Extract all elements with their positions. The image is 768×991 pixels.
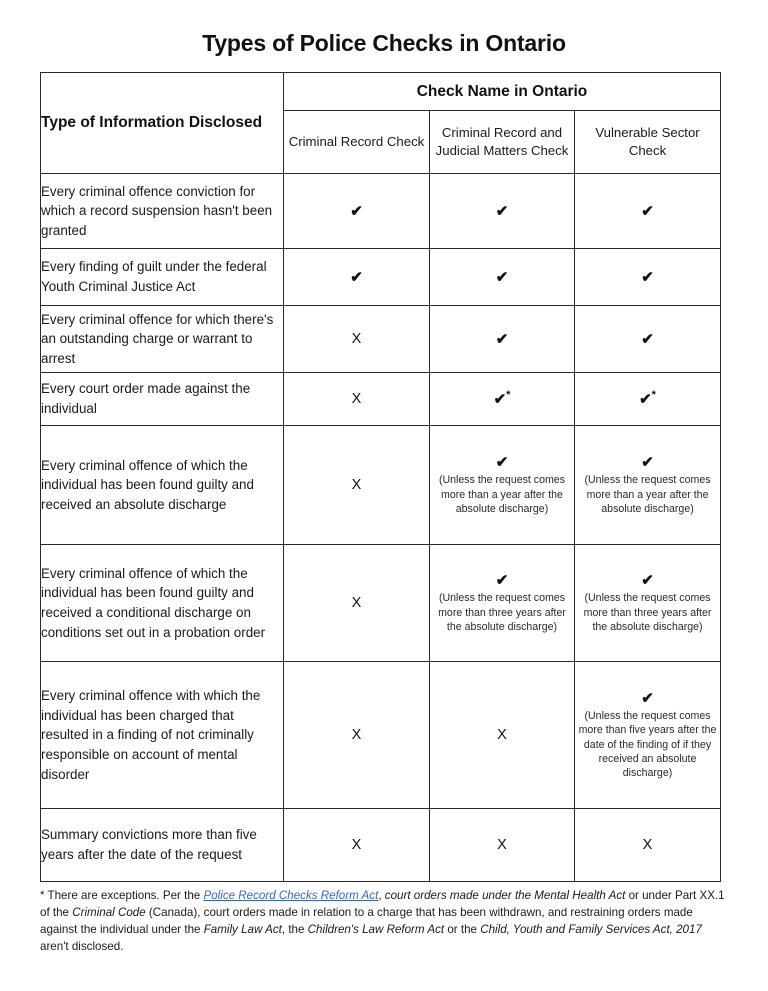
check-glyph: ✔ [639, 390, 652, 408]
table-body [41, 174, 721, 882]
cell-vulnerable-sector-check [575, 426, 721, 545]
cell-note: (Unless the request comes more than five years after the date of the finding of if they received an absolute discharge) [578, 710, 717, 780]
table-row [41, 662, 721, 809]
cell-criminal-record-check [284, 809, 430, 882]
row-label: Every criminal offence with which the individual has been charged that resulted in a finding of not criminally responsible on account of mental disorder [41, 662, 284, 809]
footnote [40, 888, 732, 955]
check-mark-icon: ✔ [641, 202, 654, 220]
footnote-italic-criminal-code: Criminal Code [72, 906, 146, 920]
cell-vulnerable-sector-check [575, 662, 721, 809]
footnote-italic-child-youth-family-services-act: Child, Youth and Family Services Act, 2017 [480, 922, 702, 936]
row-label: Summary convictions more than five years after the date of the request [41, 809, 284, 882]
column-header-vulnerable-sector-check: Vulnerable Sector Check [575, 111, 721, 174]
table-row [41, 306, 721, 373]
cell-vulnerable-sector-check [575, 545, 721, 662]
cross-mark-icon: X [351, 330, 362, 347]
cross-mark-icon: X [351, 390, 362, 407]
check-glyph: ✔ [493, 390, 507, 408]
cell-criminal-record-check [284, 426, 430, 545]
cell-note: (Unless the request comes more than three years after the absolute discharge) [583, 592, 712, 634]
footnote-text-3: or under Part XX.1 of the [40, 889, 725, 920]
cell-criminal-record-check [284, 545, 430, 662]
police-record-checks-reform-act-link[interactable]: Police Record Checks Reform Act [203, 889, 379, 903]
table-row [41, 373, 721, 426]
cross-mark-icon: X [351, 594, 362, 611]
cross-mark-icon: X [497, 726, 507, 743]
table-header [41, 73, 721, 174]
check-mark-icon: ✔ [495, 330, 509, 348]
footnote-italic-family-law-act: Family Law Act [203, 922, 282, 936]
cell-criminal-record-judicial-matters-check [430, 426, 575, 545]
cross-mark-icon: X [351, 476, 362, 493]
row-label: Every criminal offence conviction for which a record suspension hasn't been granted [41, 174, 284, 249]
cell-note: (Unless the request comes more than a year after the absolute discharge) [438, 474, 565, 516]
police-checks-table [40, 72, 721, 882]
cell-criminal-record-check [284, 306, 430, 373]
footnote-text-1: * There are exceptions. Per the [40, 889, 204, 903]
footnote-text-2: , [378, 889, 385, 903]
check-mark-icon: ✔ [495, 268, 509, 286]
cell-criminal-record-judicial-matters-check [430, 809, 575, 882]
table-container [40, 72, 720, 882]
row-label: Every criminal offence of which the individual has been found guilty and received a conditional discharge on conditions set out in a probation order [41, 545, 284, 662]
table-row [41, 809, 721, 882]
table-row [41, 426, 721, 545]
check-mark-icon: ✔ [495, 454, 509, 472]
check-mark-icon: ✔ [641, 454, 654, 472]
page-title: Types of Police Checks in Ontario [202, 30, 566, 56]
cross-mark-icon: X [351, 726, 362, 743]
check-mark-icon: ✔ [350, 202, 363, 220]
row-label: Every court order made against the individual [41, 373, 284, 426]
footnote-asterisk: * [651, 388, 656, 401]
check-mark-icon [430, 388, 574, 408]
footnote-text-5: , the [281, 922, 308, 936]
table-row [41, 174, 721, 249]
footnote-italic-childrens-law-reform-act: Children's Law Reform Act [307, 922, 445, 936]
cell-vulnerable-sector-check [575, 373, 721, 426]
cell-criminal-record-check [284, 174, 430, 249]
row-label: Every criminal offence of which the individual has been found guilty and received an absolute discharge [41, 426, 284, 545]
cell-criminal-record-judicial-matters-check [430, 545, 575, 662]
cell-criminal-record-check [284, 249, 430, 306]
cell-vulnerable-sector-check [575, 809, 721, 882]
check-mark-icon: ✔ [495, 572, 509, 590]
header-row-group [41, 73, 721, 111]
check-mark-icon: ✔ [641, 689, 654, 707]
cell-criminal-record-judicial-matters-check [430, 662, 575, 809]
cell-criminal-record-check [284, 373, 430, 426]
cell-criminal-record-judicial-matters-check [430, 306, 575, 373]
cell-note: (Unless the request comes more than a year after the absolute discharge) [584, 474, 711, 516]
cross-mark-icon: X [497, 836, 507, 853]
cell-criminal-record-judicial-matters-check [430, 249, 575, 306]
column-group-header-check-name: Check Name in Ontario [284, 73, 721, 111]
cross-mark-icon: X [642, 836, 653, 853]
column-header-criminal-record-check: Criminal Record Check [284, 111, 430, 174]
column-header-type-of-information: Type of Information Disclosed [41, 73, 284, 174]
footnote-text-4: (Canada), court orders made in relation to a charge that has been withdrawn, and restraining orders made against the individual under the [40, 906, 693, 936]
cell-criminal-record-judicial-matters-check [430, 174, 575, 249]
table-row [41, 545, 721, 662]
cell-vulnerable-sector-check [575, 174, 721, 249]
footnote-text-7: aren't disclosed. [40, 939, 124, 953]
cell-vulnerable-sector-check [575, 249, 721, 306]
cross-mark-icon: X [351, 836, 362, 853]
check-mark-icon: ✔ [495, 202, 509, 220]
row-label: Every finding of guilt under the federal Youth Criminal Justice Act [41, 249, 284, 306]
check-mark-icon: ✔ [641, 268, 654, 286]
check-mark-icon [575, 388, 720, 408]
table-row [41, 249, 721, 306]
check-mark-icon: ✔ [350, 268, 363, 286]
row-label: Every criminal offence for which there's an outstanding charge or warrant to arrest [41, 306, 284, 373]
check-mark-icon: ✔ [641, 572, 654, 590]
footnote-asterisk: * [506, 388, 511, 401]
check-mark-icon: ✔ [641, 330, 654, 348]
column-header-criminal-record-judicial-matters-check: Criminal Record and Judicial Matters Check [430, 111, 575, 174]
cell-note: (Unless the request comes more than three years after the absolute discharge) [438, 592, 566, 634]
footnote-italic-mental-health-act: court orders made under the Mental Health Act [384, 889, 626, 903]
cell-criminal-record-check [284, 662, 430, 809]
cell-criminal-record-judicial-matters-check [430, 373, 575, 426]
footnote-text-6: or the [444, 922, 481, 936]
cell-vulnerable-sector-check [575, 306, 721, 373]
